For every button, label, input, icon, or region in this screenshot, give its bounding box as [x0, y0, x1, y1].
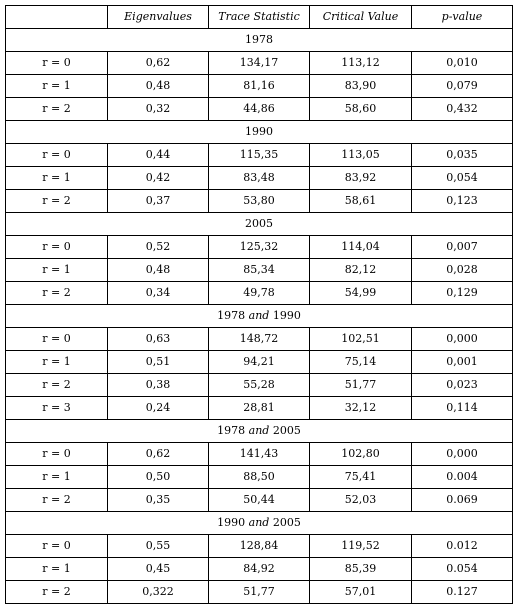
trace-statistic-cell: 28,81: [209, 397, 310, 420]
rank-cell: r = 2: [6, 282, 108, 305]
trace-statistic-cell: 81,16: [209, 75, 310, 98]
group-title-year: 1978: [217, 309, 246, 322]
eigenvalue-cell: 0,37: [108, 190, 209, 213]
critical-value-cell: 51,77: [310, 374, 412, 397]
eigenvalue-cell: 0,45: [108, 558, 209, 581]
table-row: [6, 75, 513, 98]
p-value-cell: 0,000: [412, 443, 513, 466]
group-title-year: 2005: [272, 516, 301, 529]
p-value-cell: 0.127: [412, 581, 513, 604]
table-row: [6, 581, 513, 604]
rank-cell: r = 0: [6, 236, 108, 259]
critical-value-cell: 119,52: [310, 535, 412, 558]
header-row: [6, 6, 513, 29]
trace-statistic-cell: 115,35: [209, 144, 310, 167]
trace-statistic-cell: 84,92: [209, 558, 310, 581]
group-header-row: [6, 213, 513, 236]
eigenvalue-cell: 0,63: [108, 328, 209, 351]
group-title: [6, 213, 513, 236]
critical-value-cell: 113,05: [310, 144, 412, 167]
rank-cell: r = 1: [6, 167, 108, 190]
eigenvalue-cell: 0,55: [108, 535, 209, 558]
critical-value-cell: 113,12: [310, 52, 412, 75]
group-header-row: [6, 420, 513, 443]
trace-statistic-cell: 83,48: [209, 167, 310, 190]
p-value-cell: 0,432: [412, 98, 513, 121]
rank-cell: r = 0: [6, 144, 108, 167]
eigenvalue-cell: 0,52: [108, 236, 209, 259]
group-title-year: 2005: [245, 217, 273, 230]
critical-value-cell: 83,92: [310, 167, 412, 190]
table-row: [6, 282, 513, 305]
trace-statistic-cell: 49,78: [209, 282, 310, 305]
critical-value-cell: 57,01: [310, 581, 412, 604]
rank-cell: r = 0: [6, 443, 108, 466]
group-header-row: [6, 29, 513, 52]
table-row: [6, 466, 513, 489]
p-value-cell: 0.069: [412, 489, 513, 512]
p-value-cell: 0,001: [412, 351, 513, 374]
trace-statistic-cell: 94,21: [209, 351, 310, 374]
p-value-cell: 0,054: [412, 167, 513, 190]
critical-value-cell: 58,61: [310, 190, 412, 213]
eigenvalue-cell: 0,51: [108, 351, 209, 374]
table-row: [6, 167, 513, 190]
trace-statistic-cell: 44,86: [209, 98, 310, 121]
eigenvalue-cell: 0,35: [108, 489, 209, 512]
p-value-cell: 0,123: [412, 190, 513, 213]
table-row: [6, 190, 513, 213]
group-title: [6, 305, 513, 328]
p-value-cell: 0,007: [412, 236, 513, 259]
trace-statistic-cell: 85,34: [209, 259, 310, 282]
rank-cell: r = 2: [6, 581, 108, 604]
p-value-cell: 0.054: [412, 558, 513, 581]
group-title: [6, 29, 513, 52]
rank-cell: r = 2: [6, 489, 108, 512]
critical-value-cell: 54,99: [310, 282, 412, 305]
rank-cell: r = 0: [6, 328, 108, 351]
eigenvalue-cell: 0,24: [108, 397, 209, 420]
group-title-year: 1990: [272, 309, 301, 322]
critical-value-cell: 83,90: [310, 75, 412, 98]
header-cell-trace-statistic: Trace Statistic: [209, 6, 310, 29]
critical-value-cell: 58,60: [310, 98, 412, 121]
rank-cell: r = 0: [6, 535, 108, 558]
eigenvalue-cell: 0,48: [108, 75, 209, 98]
trace-statistic-cell: 141,43: [209, 443, 310, 466]
critical-value-cell: 32,12: [310, 397, 412, 420]
trace-statistic-cell: 53,80: [209, 190, 310, 213]
critical-value-cell: 102,51: [310, 328, 412, 351]
group-title-conjunction: and: [248, 424, 270, 437]
group-title-year: 1978: [217, 424, 246, 437]
trace-statistic-cell: 128,84: [209, 535, 310, 558]
group-header-row: [6, 121, 513, 144]
table-row: [6, 443, 513, 466]
group-title-conjunction: and: [248, 309, 270, 322]
critical-value-cell: 114,04: [310, 236, 412, 259]
rank-cell: r = 1: [6, 351, 108, 374]
header-cell-p-value: p-value: [412, 6, 513, 29]
rank-cell: r = 1: [6, 466, 108, 489]
critical-value-cell: 75,41: [310, 466, 412, 489]
table-row: [6, 144, 513, 167]
table-row: [6, 397, 513, 420]
table-row: [6, 535, 513, 558]
eigenvalue-cell: 0,62: [108, 443, 209, 466]
eigenvalue-cell: 0,42: [108, 167, 209, 190]
eigenvalue-cell: 0,62: [108, 52, 209, 75]
trace-statistic-cell: 148,72: [209, 328, 310, 351]
critical-value-cell: 52,03: [310, 489, 412, 512]
p-value-cell: 0,079: [412, 75, 513, 98]
rank-cell: r = 2: [6, 98, 108, 121]
p-value-cell: 0,028: [412, 259, 513, 282]
group-title: [6, 121, 513, 144]
group-title-conjunction: and: [248, 516, 270, 529]
header-cell-critical-value: Critical Value: [310, 6, 412, 29]
table-row: [6, 236, 513, 259]
eigenvalue-cell: 0,34: [108, 282, 209, 305]
critical-value-cell: 75,14: [310, 351, 412, 374]
rank-cell: r = 1: [6, 259, 108, 282]
p-value-cell: 0,023: [412, 374, 513, 397]
table-row: [6, 259, 513, 282]
table-row: [6, 351, 513, 374]
table-row: [6, 328, 513, 351]
trace-statistic-cell: 51,77: [209, 581, 310, 604]
group-title: [6, 512, 513, 535]
eigenvalue-cell: 0,38: [108, 374, 209, 397]
table-row: [6, 558, 513, 581]
p-value-cell: 0,114: [412, 397, 513, 420]
rank-cell: r = 2: [6, 374, 108, 397]
p-value-cell: 0.004: [412, 466, 513, 489]
trace-statistic-cell: 88,50: [209, 466, 310, 489]
p-value-cell: 0,010: [412, 52, 513, 75]
critical-value-cell: 102,80: [310, 443, 412, 466]
rank-cell: r = 0: [6, 52, 108, 75]
header-cell-rank: [6, 6, 108, 29]
p-value-cell: 0,035: [412, 144, 513, 167]
group-title-year: 1978: [245, 33, 273, 46]
header-cell-eigenvalues: Eigenvalues: [108, 6, 209, 29]
eigenvalue-cell: 0,48: [108, 259, 209, 282]
table-row: [6, 98, 513, 121]
table-row: [6, 52, 513, 75]
group-title-year: 1990: [245, 125, 273, 138]
p-value-cell: 0.012: [412, 535, 513, 558]
p-value-cell: 0,000: [412, 328, 513, 351]
table-row: [6, 374, 513, 397]
cointegration-table: [5, 5, 513, 604]
trace-statistic-cell: 134,17: [209, 52, 310, 75]
group-title: [6, 420, 513, 443]
rank-cell: r = 2: [6, 190, 108, 213]
p-value-cell: 0,129: [412, 282, 513, 305]
trace-statistic-cell: 55,28: [209, 374, 310, 397]
trace-statistic-cell: 125,32: [209, 236, 310, 259]
rank-cell: r = 3: [6, 397, 108, 420]
group-title-year: 1990: [217, 516, 246, 529]
critical-value-cell: 82,12: [310, 259, 412, 282]
trace-statistic-cell: 50,44: [209, 489, 310, 512]
eigenvalue-cell: 0,322: [108, 581, 209, 604]
eigenvalue-cell: 0,50: [108, 466, 209, 489]
eigenvalue-cell: 0,44: [108, 144, 209, 167]
eigenvalue-cell: 0,32: [108, 98, 209, 121]
critical-value-cell: 85,39: [310, 558, 412, 581]
rank-cell: r = 1: [6, 558, 108, 581]
rank-cell: r = 1: [6, 75, 108, 98]
group-title-year: 2005: [272, 424, 301, 437]
group-header-row: [6, 512, 513, 535]
table-body: [6, 29, 513, 604]
group-header-row: [6, 305, 513, 328]
table-row: [6, 489, 513, 512]
